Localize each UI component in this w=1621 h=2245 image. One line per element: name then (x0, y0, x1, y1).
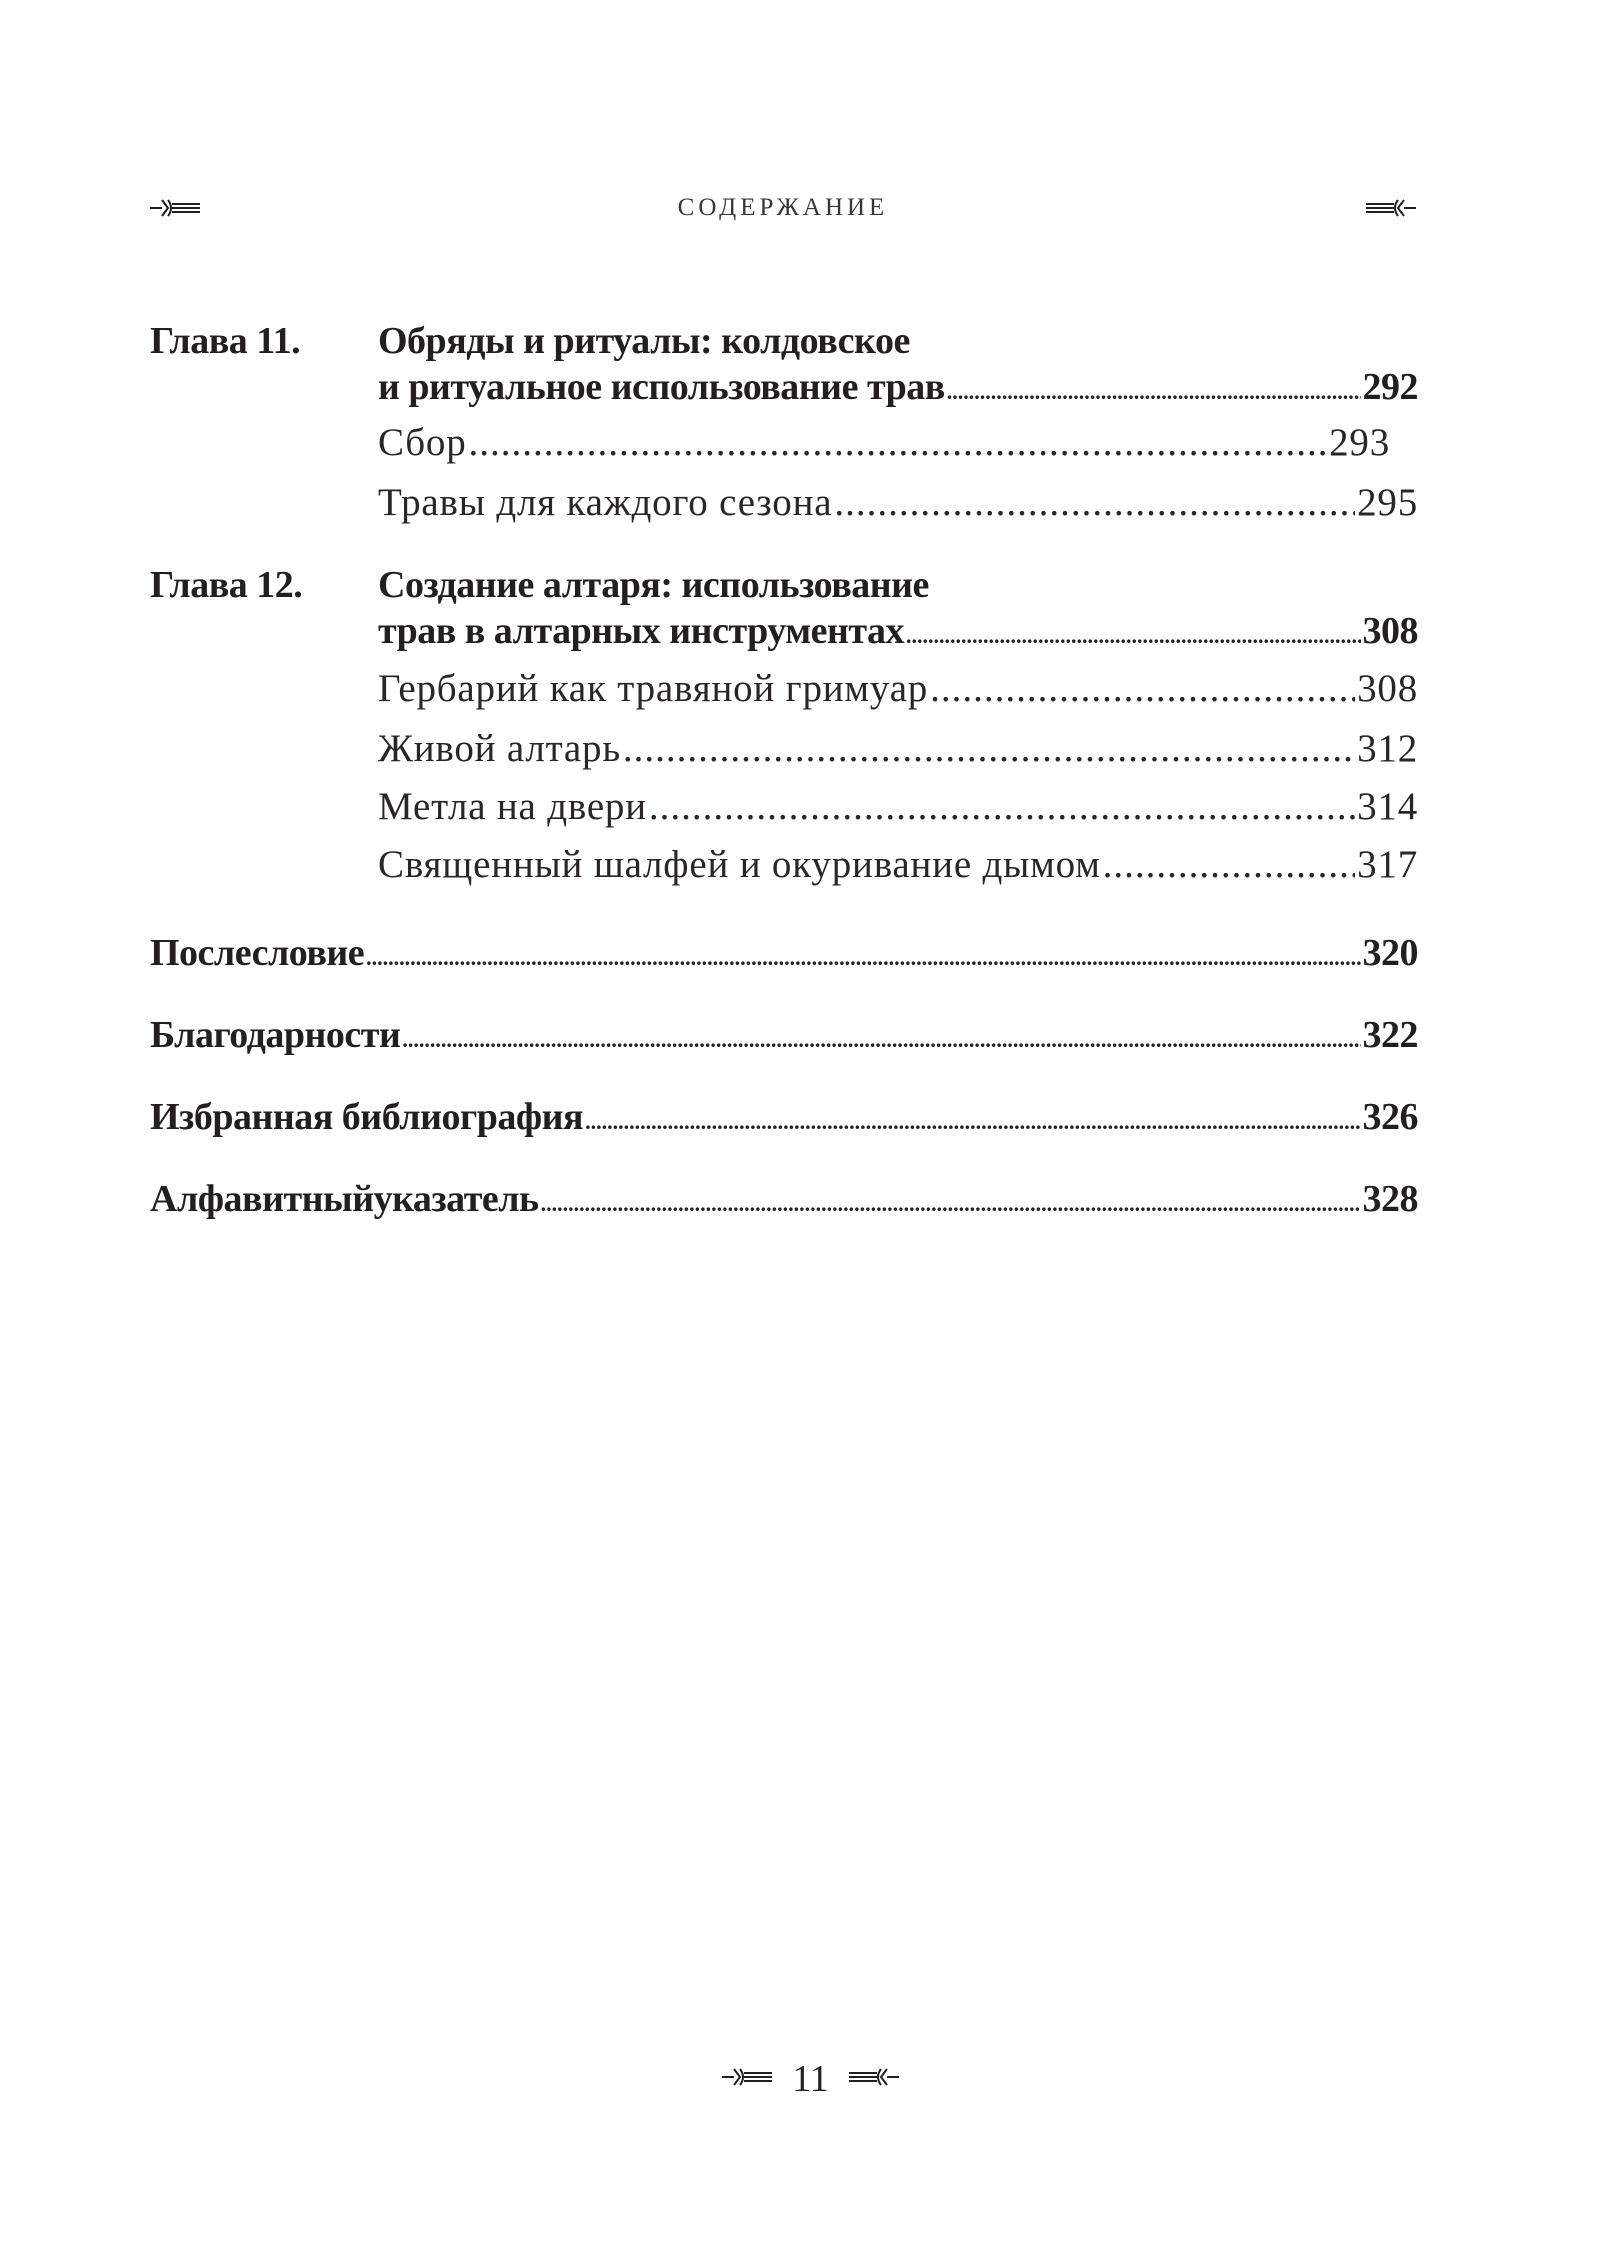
page-ref: 293 (1329, 421, 1390, 464)
toc-acknowledgements[interactable] (150, 1012, 1418, 1063)
chapter-number: Глава 12. (150, 564, 303, 606)
chapter-title-line1: Обряды и ритуалы: колдовское (378, 320, 910, 362)
toc-section-sage[interactable] (378, 842, 1418, 888)
header-title: СОДЕРЖАНИЕ (677, 194, 889, 221)
page-ref: 317 (1357, 843, 1418, 886)
dot-leader (541, 1181, 1361, 1227)
dot-leader (906, 613, 1361, 659)
running-header (148, 188, 1418, 228)
section-title: Священный шалфей и окуривание дымом (378, 843, 1101, 886)
page-number: 11 (792, 2058, 829, 2100)
toc-section-sbor[interactable] (378, 420, 1390, 466)
dot-leader (1103, 842, 1355, 888)
chapter-title-line2: трав в алтарных инструментах (378, 610, 904, 652)
ornament-right-icon (847, 2065, 901, 2094)
page-ref: 295 (1357, 481, 1418, 524)
page-footer (0, 2054, 1621, 2104)
page-ref: 312 (1357, 727, 1418, 770)
toc-section-herbarium[interactable] (378, 666, 1418, 712)
toc-afterword[interactable] (150, 930, 1418, 981)
toc-section-seasons[interactable] (378, 480, 1418, 526)
entry-title: Послесловие (150, 932, 365, 974)
page-ref: 322 (1362, 1014, 1418, 1056)
entry-title: Избранная библиография (150, 1096, 584, 1138)
dot-leader (366, 935, 1360, 981)
section-title: Метла на двери (378, 785, 647, 828)
page-ref: 320 (1362, 932, 1418, 974)
section-title: Сбор (378, 421, 467, 464)
dot-leader (402, 1017, 1360, 1063)
chapter-title (378, 318, 1418, 415)
chapter-title-line2-row (378, 364, 1418, 415)
dot-leader (930, 666, 1355, 712)
entry-title: Алфавитныйуказатель (150, 1178, 539, 1220)
page-ref: 292 (1362, 366, 1418, 408)
chapter-number: Глава 11. (150, 320, 301, 362)
chapter-title-line2: и ритуальное использование трав (378, 366, 945, 408)
dot-leader (649, 784, 1355, 830)
chapter-title (378, 562, 1418, 659)
section-title: Живой алтарь (378, 727, 621, 770)
chapter-title-line2-row (378, 608, 1418, 659)
toc-section-living-altar[interactable] (378, 726, 1418, 772)
page-ref: 328 (1362, 1178, 1418, 1220)
section-title: Травы для каждого сезона (378, 481, 833, 524)
dot-leader (469, 420, 1328, 466)
toc-index[interactable] (150, 1176, 1418, 1227)
ornament-right-icon (1364, 196, 1418, 220)
page-ref: 308 (1357, 667, 1418, 710)
section-title: Гербарий как травяной гримуар (378, 667, 929, 710)
toc-section-broom[interactable] (378, 784, 1418, 830)
ornament-left-icon (720, 2065, 774, 2094)
toc-bibliography[interactable] (150, 1094, 1418, 1145)
entry-title: Благодарности (150, 1014, 401, 1056)
page-ref: 308 (1362, 610, 1418, 652)
page-ref: 326 (1362, 1096, 1418, 1138)
chapter-title-line1: Создание алтаря: использование (378, 564, 929, 606)
dot-leader (834, 480, 1355, 526)
dot-leader (947, 369, 1361, 415)
dot-leader (585, 1099, 1360, 1145)
page-ref: 314 (1357, 785, 1418, 828)
dot-leader (623, 726, 1355, 772)
